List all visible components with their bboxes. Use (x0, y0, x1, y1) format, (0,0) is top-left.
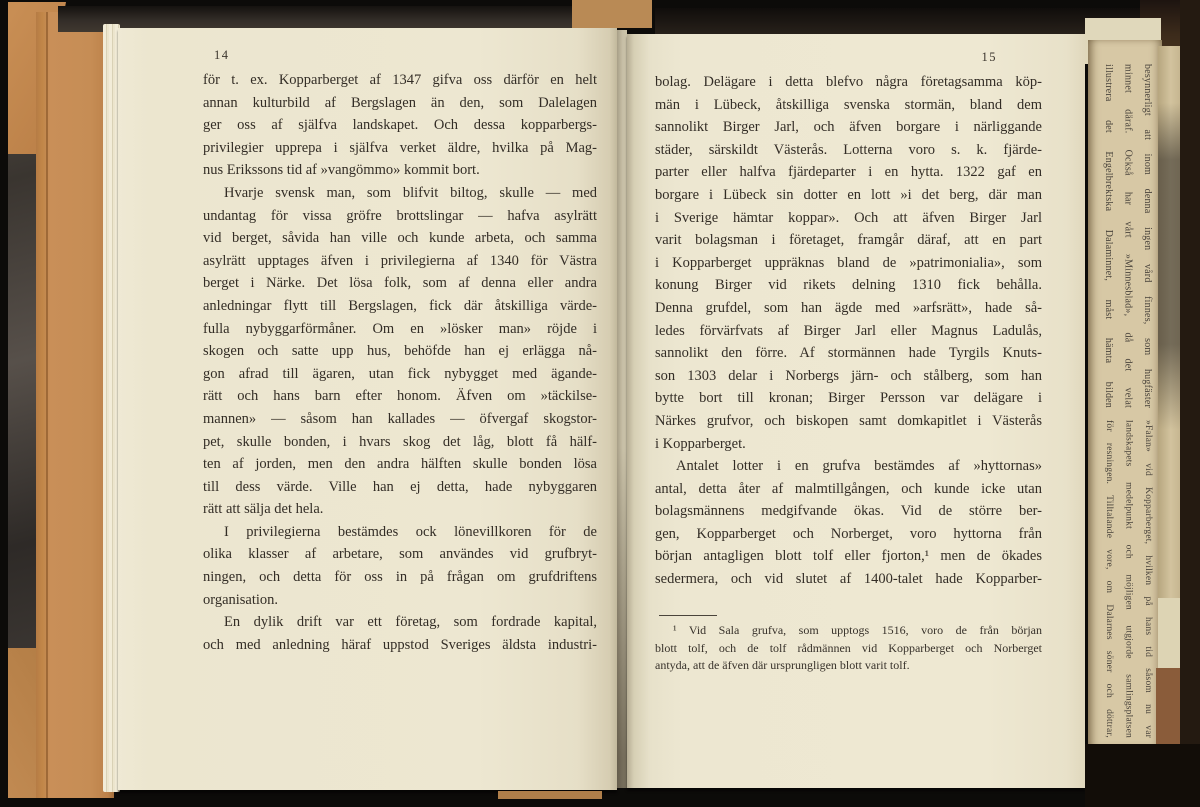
text-line: män i Lübeck, åtskilliga svenska stormän, bland dem (655, 96, 1042, 113)
text-line: privilegier upprepa i själfva verket äldre, hvilka på Mag- (203, 139, 597, 156)
text-line: asylrätt upptages äfven i privilegierna af 1340 för Västra (203, 252, 597, 269)
text-line: borgare i Lübeck sin dotter en lott »i det berg, där man (655, 186, 1042, 203)
text-line: ledes förvärfvats af Birger Jarl eller Magnus Ladulås, (655, 322, 1042, 339)
text-line: för t. ex. Kopparberget af 1347 gifva oss därför en helt (203, 72, 597, 88)
text-line: vid berget, såvida han ville och kunde arbeta, och samma (203, 230, 597, 247)
text-line: undantag för vissa gröfre brottslingar — hafva asylrätt (203, 207, 597, 224)
text-line: »Falan» vid Kopparberget, hvilken på hans tid såsom nu var (1143, 420, 1153, 738)
spine-head (572, 0, 652, 28)
text-line: olika klasser af arbetare, som användes vid grufbryt- (203, 546, 597, 563)
footnote-rule (659, 615, 717, 616)
fold-strip-text-upper (1097, 64, 1157, 408)
text-line: gen, Kopparberget och Norberget, voro hyttorna från (655, 525, 1042, 542)
text-line: ten af jorden, men den andra hälften skulle bonden lösa (203, 456, 597, 473)
left-page (118, 28, 617, 790)
fold-strip-text-lower (1097, 420, 1157, 738)
text-line: bolag. Delägare i detta blefvo några företagsamma köp- (655, 74, 1042, 90)
left-page-number: 14 (214, 48, 230, 62)
text-line: sannolikt Birger Jarl, och äfven borgare i närliggande (655, 119, 1042, 136)
text-line: Hvarje svensk man, som blifvit biltog, skulle — med (224, 184, 597, 201)
gutter-shadow (617, 30, 627, 788)
text-line: sannolikt den förre. Af stormännen hade Tyrgils Knuts- (655, 345, 1042, 362)
bottom-cover-sliver (498, 791, 602, 799)
text-line: nus Erikssons tid af »vangömmo» kommit bort. (203, 162, 480, 179)
text-line: och med anledning häraf uppstod Sveriges äldsta industri- (203, 636, 597, 653)
right-cover (1180, 0, 1200, 807)
text-line: i Kopparberget uppräknas bland de »patrimonialia», som (655, 254, 1042, 271)
text-line: son 1303 delar i Norbergs järn- och stålberg, som han (655, 367, 1042, 384)
text-line: rätt att sälja det hela. (203, 501, 324, 518)
text-line: berget i Närke. Det lösa folk, som af denna eller andra (203, 275, 597, 292)
text-line: Antalet lotter i en grufva bestämdes af »hyttornas» (676, 458, 1042, 475)
text-line: mannen» — såsom han kallades — öfvergaf skogstor- (203, 410, 597, 427)
text-line: början antagligen blott tolf eller fjorton,¹ men de ökades (655, 548, 1042, 565)
text-line: minnet däraf. Också har vårt »Minnesblad», då det velat (1122, 64, 1134, 408)
text-line: illustrera det Engelbrektska Dalaminnet, måst hämta bilden (1103, 64, 1114, 408)
text-line: bytte bort till kronan; Birger Persson var delägare i (655, 390, 1042, 407)
text-line: i Kopparberget. (655, 435, 746, 452)
text-line: ningen, och detta för oss in på frågan om grufdriftens (203, 569, 597, 586)
text-line: i Sverige hämtar koppar». Och att äfven Birger Jarl (655, 209, 1042, 226)
text-line: I privilegierna bestämdes ock lönevillkoren för de (224, 523, 597, 540)
right-page-text (655, 71, 1042, 591)
text-line: anledningar flytt till Bergslagen, fick där åtskilliga värde- (203, 297, 597, 314)
text-line: pet, skulle bonden, i hvars skog det låg, blott få hälf- (203, 433, 597, 450)
left-page-text (203, 69, 597, 656)
text-line: organisation. (203, 591, 279, 608)
text-line: ¹ Vid Sala grufva, som upptogs 1516, voro de från början (673, 623, 1042, 637)
endpaper-crease (46, 12, 48, 798)
text-line: skogen och satte upp hus, behöfde han ej erlägga nå- (203, 343, 597, 360)
right-page (627, 34, 1085, 788)
text-line: antyda, att de äfven där ursprungligen blott varit tolf. (655, 658, 910, 673)
text-line: En dylik drift var ett företag, som fordrade kapital, (224, 614, 597, 631)
right-bottom-shadow (1085, 744, 1200, 807)
text-line: fulla nybyggarförmåner. Om en »lösker man» röjde i (203, 320, 597, 337)
text-line: Denna grufdel, som han ägde med »arfsrätt», hade så- (655, 299, 1042, 316)
text-line: landskapets medelpunkt och möjligen utgjorde samlingsplatsen (1123, 420, 1134, 738)
text-line: ger oss af själfva landskapet. Och dessa kopparbergs- (203, 117, 597, 134)
text-line: rätt och hans barn efter honom. Äfven om »täckilse- (203, 388, 597, 405)
text-line: annan kulturbild af Bergslagen än den, som Dalelagen (203, 94, 597, 111)
text-line: besynnerligt att inom denna ingen vård finnes, som hugfäster (1142, 64, 1153, 408)
text-line: till dess värde. Ville han ej detta, hade nybyggaren (203, 478, 597, 495)
text-line: blott tolf, och de tolf rådmännen vid Kopparberget och Norberget (655, 640, 1042, 655)
text-line: parter eller halfva fjärdeparter i en hytta. 1322 gaf en (655, 164, 1042, 181)
text-line: antal, detta åter af malmtillgången, och kunde icke utan (655, 480, 1042, 497)
text-line: konung Birger vid rikets delning 1310 fick behålla. (655, 277, 1042, 294)
text-line: gon afrad till ägaren, utan fick nybygget med ägande- (203, 365, 597, 382)
text-line: bolagsmännens medgifvande ökas. Vid de större ber- (655, 503, 1042, 520)
text-line: Närkes grufvor, och biskopen samt domkapitlet i Västerås (655, 412, 1042, 429)
footnote (655, 622, 1042, 675)
right-page-number: 15 (981, 50, 997, 64)
text-line: varit bolagsman i företaget, framgår däraf, att en part (655, 232, 1042, 249)
text-line: städer, särskildt Västerås. Lotterna voro s. k. fjärde- (655, 141, 1042, 158)
text-line: sedermera, och vid slutet af 1400-talet hade Kopparber- (655, 571, 1042, 588)
text-line: för resningen. Tilltalande vore, om Dalarnes söner och döttrar, (1104, 420, 1114, 738)
